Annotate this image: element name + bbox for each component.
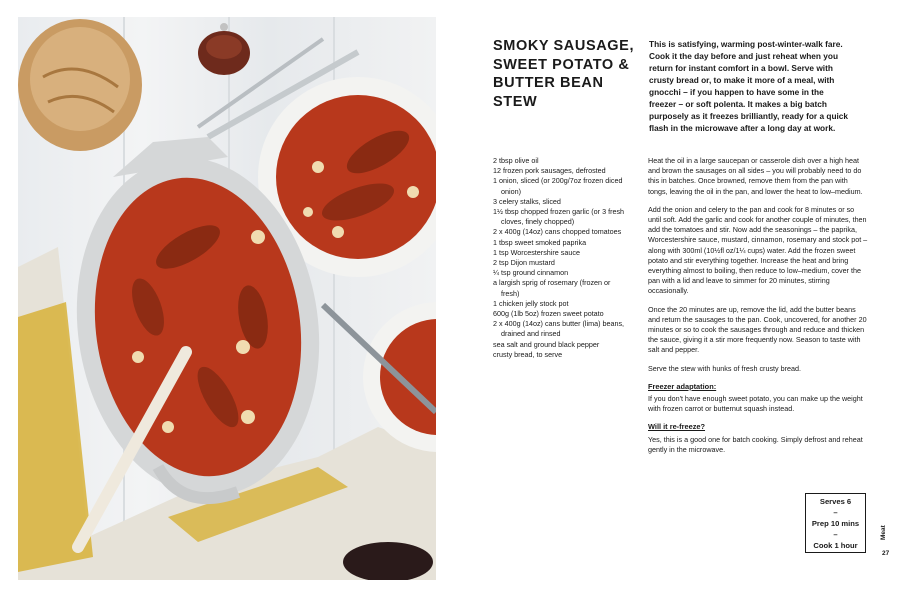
- ingredient-item: 2 tbsp olive oil: [493, 156, 539, 165]
- info-separator: –: [833, 529, 838, 539]
- ingredient-item: 1½ tbsp chopped frozen garlic (or 3 fresh cloves, finely chopped): [493, 207, 625, 227]
- ingredients-list: [493, 156, 628, 360]
- ingredient-item: 1 tsp Worcestershire sauce: [493, 247, 580, 257]
- stew-photo: [18, 17, 436, 580]
- ingredient-item: 2 tsp Dijon mustard: [493, 258, 555, 268]
- method-step: Once the 20 minutes are up, remove the lid, add the butter beans and return the sausages to the pan. Cook, uncovered, for another 20 minutes or so to cook the sausages through and reduce and thicken the sauce, giving it a stir more frequently now. Season to taste with salt and pepper.: [648, 304, 867, 355]
- recipe-info-box: [805, 493, 866, 553]
- section-label: Meat: [880, 525, 887, 540]
- ingredient-item: 2 x 400g (14oz) cans chopped tomatoes: [493, 227, 622, 237]
- method-step: Heat the oil in a large saucepan or casserole dish over a high heat and brown the sausages on all sides – you will probably need to do this in batches. Once browned, remove them from the pan with tongs, leaving the oil in the pan, and lower the heat to low–medium.: [648, 156, 863, 196]
- cook-time-label: Cook 1 hour: [813, 540, 858, 550]
- page-number: 27: [882, 550, 890, 557]
- recipe-intro: This is satisfying, warming post-winter-walk fare. Cook it the day before and just reheat when you return for instant comfort in a bowl. Serve with crusty bread or, to make it more of a meal, with gnocchi – if you happen to have some in the freezer – or soft polenta. It makes a big batch purposely as it freezes brilliantly, ready for a quick flash in the microwave after a long day at work.: [649, 39, 849, 133]
- ingredient-item: 1 tbsp sweet smoked paprika: [493, 237, 587, 247]
- ingredient-item: 1 onion, sliced (or 200g/7oz frozen diced onion): [493, 176, 623, 196]
- ingredient-item: 12 frozen pork sausages, defrosted: [493, 166, 606, 176]
- serves-label: Serves 6: [819, 496, 852, 506]
- ingredient-item: 600g (1lb 5oz) frozen sweet potato: [493, 309, 604, 319]
- freezer-adaptation-text: If you don't have enough sweet potato, you can make up the weight with frozen carrot or butternut squash instead.: [648, 394, 863, 414]
- ingredient-item: a largish sprig of rosemary (frozen or fresh): [493, 278, 611, 298]
- freezer-adaptation-heading: Freezer adaptation:: [648, 381, 717, 391]
- method-step: Serve the stew with hunks of fresh crusty bread.: [648, 363, 802, 373]
- method-section: [648, 156, 868, 463]
- ingredient-item: 1 chicken jelly stock pot: [493, 298, 569, 308]
- method-step: Add the onion and celery to the pan and cook for 8 minutes or so until soft. Add the garlic and cook for another couple of minutes, then add the tomatoes and stir. Now add the seasonings – the paprika, Worcestershire sauce, mustard, cinnamon, rosemary and stock pot – along with 300ml (10½fl oz/1¼ cups) water. Add the frozen sweet potato and stir everything together. Increase the heat and bring everything almost to boiling, then reduce to low–medium, cover the pan with a lid and leave to simmer for 20 minutes, stirring occasionally.: [648, 204, 868, 296]
- prep-time-label: Prep 10 mins: [811, 518, 860, 528]
- ingredient-item: ¼ tsp ground cinnamon: [493, 268, 569, 278]
- stew-photo-illustration: [18, 17, 436, 580]
- ingredient-item: 2 x 400g (14oz) cans butter (lima) beans, drained and rinsed: [493, 319, 625, 339]
- ingredient-item: sea salt and ground black pepper: [493, 339, 600, 349]
- ingredient-item: crusty bread, to serve: [493, 349, 563, 359]
- refreeze-text: Yes, this is a good one for batch cooking. Simply defrost and reheat gently in the microwave.: [648, 434, 863, 454]
- refreeze-heading: Will it re-freeze?: [648, 422, 706, 432]
- ingredient-item: 3 celery stalks, sliced: [493, 196, 561, 206]
- recipe-title: SMOKY SAUSAGE, SWEET POTATO & BUTTER BEAN STEW: [493, 38, 635, 110]
- info-separator: –: [833, 507, 838, 517]
